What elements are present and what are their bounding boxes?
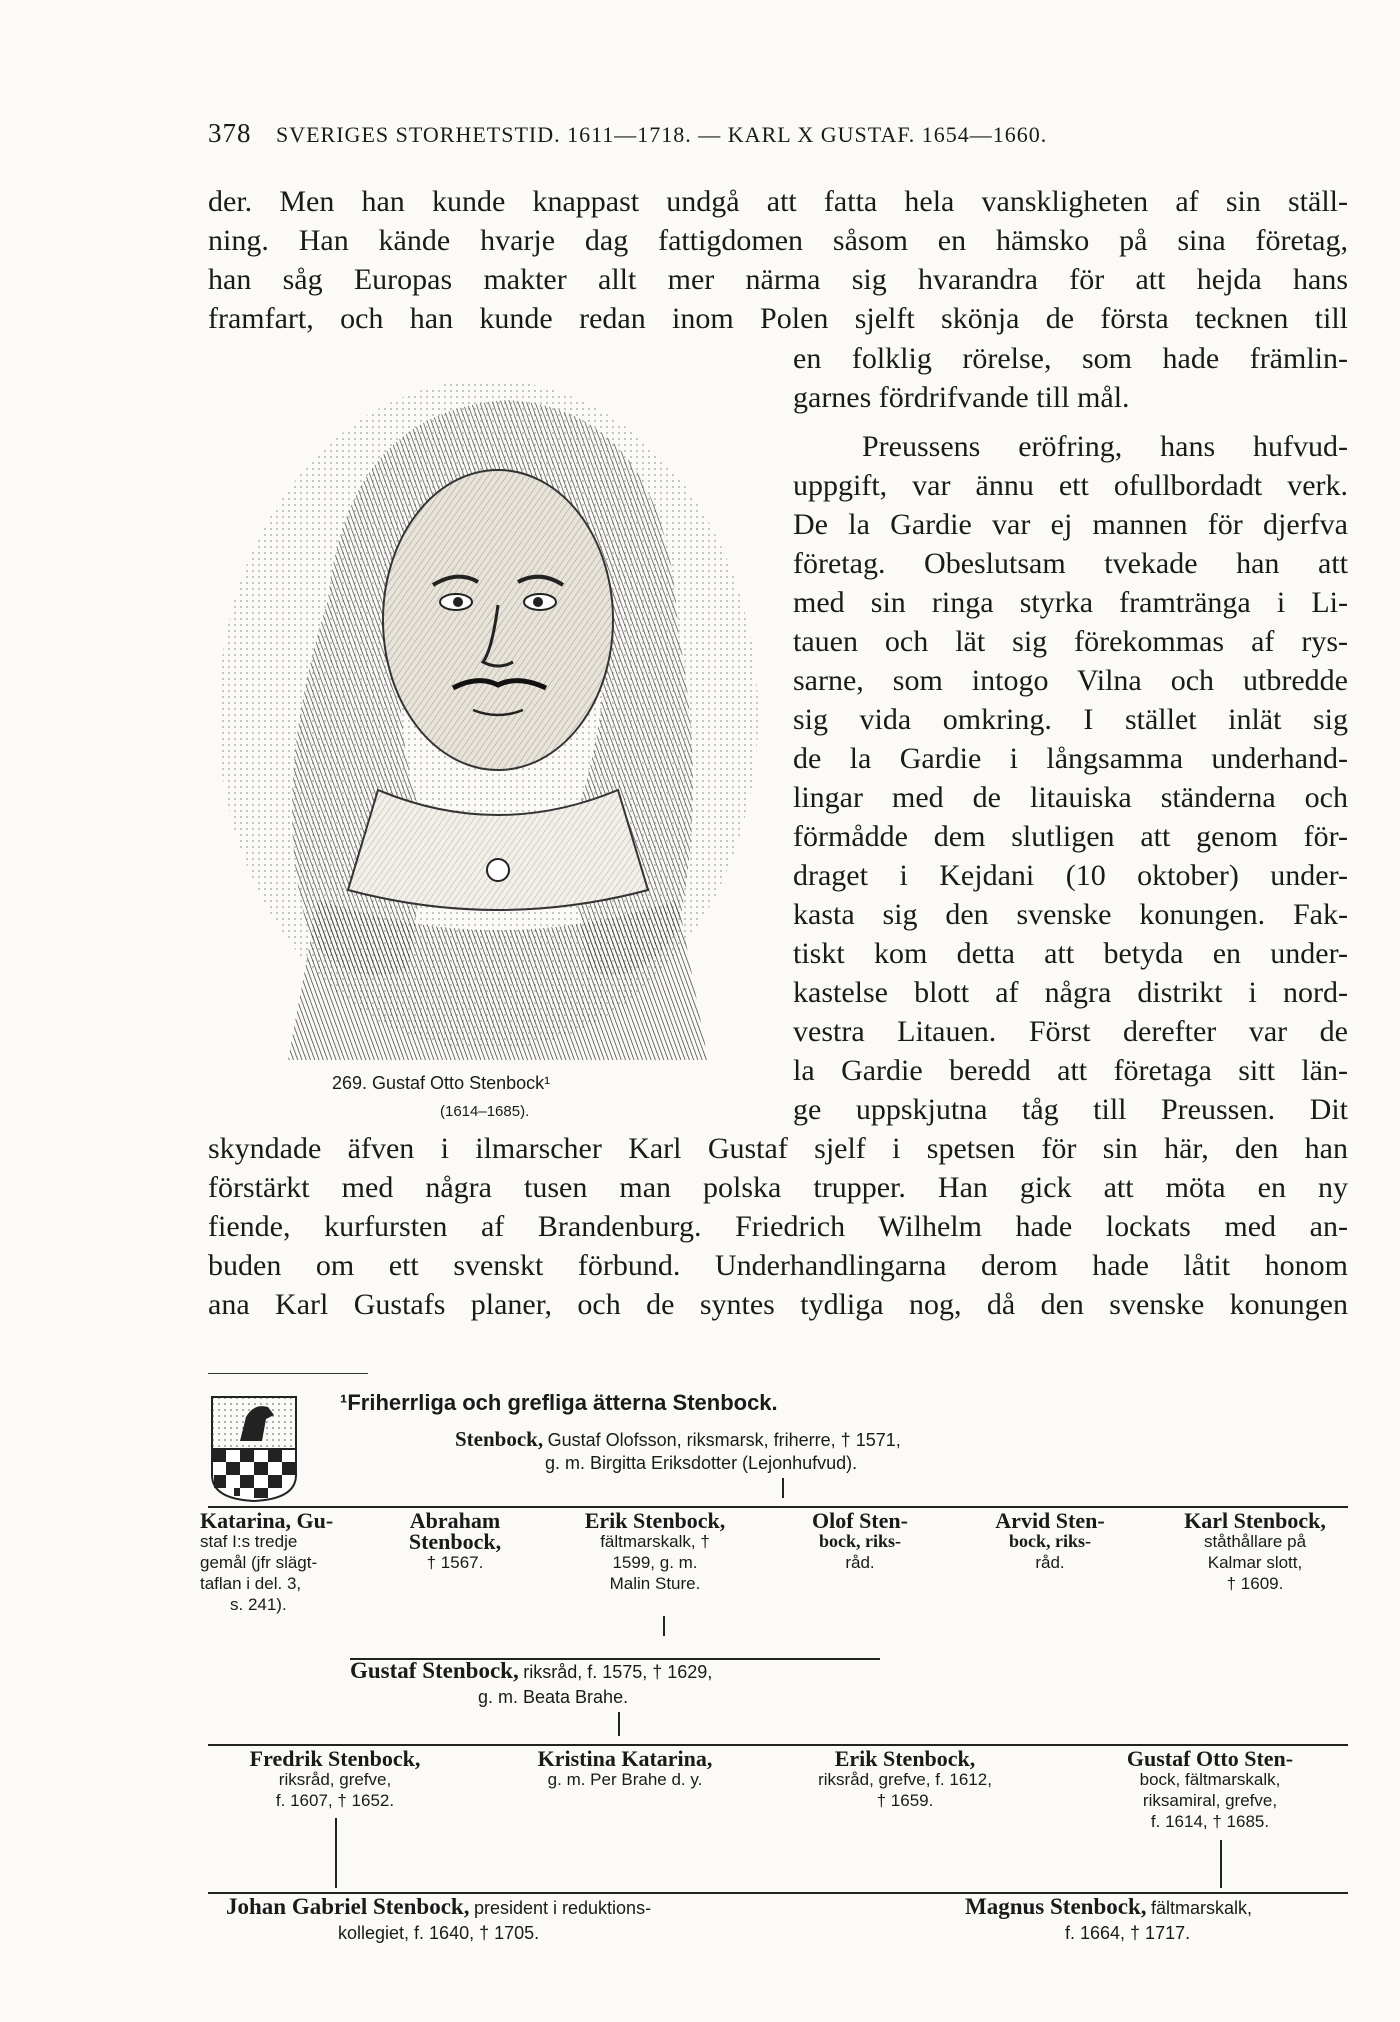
person-name: Erik Stenbock, [584, 1508, 726, 1533]
body-line: framfart, och han kunde redan inom Polen sjelft skönja de första tecknen till [208, 302, 1348, 335]
genealogy-root-name: Stenbock, [455, 1427, 544, 1451]
genealogy-person [1075, 1748, 1345, 1832]
body-line: buden om ett svenskt förbund. Underhandlingarna derom hade låtit honom [208, 1249, 1348, 1282]
person-name: Fredrik Stenbock, [249, 1746, 421, 1771]
genealogy-person [200, 1510, 350, 1615]
body-line: garnes fördrifvande till mål. [793, 381, 1130, 414]
body-line: lingar med de litauiska ständerna och [793, 781, 1348, 814]
person-detail: fältmarskalk, † [600, 1532, 710, 1551]
body-line: skyndade äfven i ilmarscher Karl Gustaf sjelf i spetsen för sin här, den han [208, 1132, 1348, 1165]
genealogy-root-spouse: g. m. Birgitta Eriksdotter (Lejonhufvud). [545, 1453, 858, 1473]
genealogy-person [555, 1510, 755, 1594]
person-detail: kollegiet, f. 1640, † 1705. [338, 1923, 540, 1943]
coat-of-arms-icon [210, 1395, 298, 1503]
person-detail: g. m. Per Brahe d. y. [547, 1770, 703, 1789]
genealogy-person [975, 1510, 1125, 1573]
person-detail: riksråd, grefve, f. 1612, [818, 1770, 992, 1789]
body-line: ge uppskjutna tåg till Preussen. Dit [793, 1093, 1348, 1126]
person-name: Magnus Stenbock, [965, 1894, 1147, 1919]
body-line: tiskt kom detta att betyda en under- [793, 937, 1348, 970]
person-name: Kristina Katarina, [537, 1746, 713, 1771]
body-line: tauen och lät sig förekommas af rys- [793, 625, 1348, 658]
person-name: Karl Stenbock, [1184, 1508, 1326, 1533]
genealogy-connector [1220, 1840, 1222, 1888]
person-detail: president i reduktions- [473, 1898, 652, 1918]
person-name: Stenbock, [408, 1529, 502, 1554]
body-line: kasta sig den svenske konungen. Fak- [793, 898, 1348, 931]
body-line: kastelse blott af några distrikt i nord- [793, 976, 1348, 1009]
genealogy-connector [618, 1712, 620, 1736]
genealogy-person [770, 1748, 1040, 1811]
page-number: 378 [208, 118, 252, 148]
genealogy-connector [663, 1616, 665, 1636]
genealogy-rule [208, 1506, 1348, 1508]
person-detail: 1599, g. m. [612, 1553, 698, 1572]
person-name: bock, riks- [818, 1531, 901, 1551]
person-detail: f. 1664, † 1717. [1065, 1923, 1191, 1943]
person-detail: † 1609. [1226, 1574, 1284, 1593]
person-detail: taflan i del. 3, [200, 1574, 302, 1593]
body-line: sig vida omkring. I stället inlät sig [793, 703, 1348, 736]
body-line: uppgift, var ännu ett ofullbordadt verk. [793, 469, 1348, 502]
genealogy-root-line [455, 1428, 901, 1451]
genealogy-connector [782, 1478, 784, 1498]
person-detail: ståthållare på [1203, 1532, 1307, 1551]
body-line: vestra Litauen. Först derefter var de [793, 1015, 1348, 1048]
person-name: Olof Sten- [812, 1508, 908, 1533]
body-line: ning. Han kände hvarje dag fattigdomen såsom en hämsko på sina företag, [208, 224, 1348, 257]
genealogy-person [1160, 1510, 1350, 1594]
genealogy-gen4-person [965, 1896, 1252, 1919]
genealogy-gen2-line [350, 1660, 712, 1683]
person-detail: råd. [1035, 1553, 1065, 1572]
person-name: Katarina, Gu- [200, 1508, 334, 1533]
person-detail: Malin Sture. [609, 1574, 701, 1593]
body-line: ana Karl Gustafs planer, och de syntes tydliga nog, då den svenske konungen [208, 1288, 1348, 1321]
person-detail: s. 241). [230, 1595, 287, 1614]
person-detail: staf I:s tredje [200, 1532, 298, 1551]
genealogy-gen4-person [226, 1896, 651, 1919]
person-name: Arvid Sten- [995, 1508, 1105, 1533]
person-name: Gustaf Otto Sten- [1126, 1746, 1294, 1771]
person-detail: Kalmar slott, [1207, 1553, 1303, 1572]
body-line: förstärkt med några tusen man polska trupper. Han gick att möta en ny [208, 1171, 1348, 1204]
person-detail: råd. [845, 1553, 875, 1572]
person-name: Erik Stenbock, [834, 1746, 976, 1771]
body-line: företag. Obeslutsam tvekade han att [793, 547, 1348, 580]
genealogy-person [490, 1748, 760, 1790]
body-line: en folklig rörelse, som hade främlin- [793, 342, 1348, 375]
body-line: sarne, som intogo Vilna och utbredde [793, 664, 1348, 697]
genealogy-person [790, 1510, 930, 1573]
running-title: SVERIGES STORHETSTID. 1611—1718. — KARL X GUSTAF. 1654—1660. [276, 122, 1048, 147]
genealogy-connector [335, 1818, 337, 1888]
person-name: Abraham [409, 1508, 501, 1533]
person-detail: † 1659. [876, 1791, 934, 1810]
person-detail: g. m. Beata Brahe. [478, 1687, 629, 1707]
person-detail: fältmarskalk, [1150, 1898, 1253, 1918]
body-line: Preussens eröfring, hans hufvud- [862, 430, 1348, 463]
body-line: la Gardie beredd att företaga sitt län- [793, 1054, 1348, 1087]
person-detail: gemål (jfr slägt- [200, 1553, 318, 1572]
body-line: han såg Europas makter allt mer närma sig hvarandra för att hejda hans [208, 263, 1348, 296]
person-detail: riksamiral, grefve, [1142, 1791, 1278, 1810]
person-detail: f. 1607, † 1652. [275, 1791, 395, 1810]
portrait-engraving [208, 370, 768, 1060]
body-line: fiende, kurfursten af Brandenburg. Friedrich Wilhelm hade lockats med an- [208, 1210, 1348, 1243]
person-detail: bock, fältmarskalk, [1139, 1770, 1281, 1789]
body-line: med sin ringa styrka framtränga i Li- [793, 586, 1348, 619]
body-line: förmådde dem slutligen att genom för- [793, 820, 1348, 853]
body-line: der. Men han kunde knappast undgå att fatta hela vanskligheten af sin ställ- [208, 185, 1348, 218]
genealogy-person [380, 1510, 530, 1573]
person-detail: f. 1614, † 1685. [1150, 1812, 1270, 1831]
person-name: Johan Gabriel Stenbock, [226, 1894, 470, 1919]
figure-caption-dates: (1614–1685). [440, 1103, 530, 1120]
person-detail: riksråd, f. 1575, † 1629, [523, 1662, 713, 1682]
figure-caption-title: 269. Gustaf Otto Stenbock¹ [332, 1073, 551, 1093]
person-name: bock, riks- [1008, 1531, 1091, 1551]
person-detail: † 1567. [426, 1553, 484, 1572]
body-line: De la Gardie var ej mannen för djerfva [793, 508, 1348, 541]
body-line: draget i Kejdani (10 oktober) under- [793, 859, 1348, 892]
genealogy-root-details: Gustaf Olofsson, riksmarsk, friherre, † 1571, [547, 1430, 901, 1450]
body-line: de la Gardie i långsamma underhand- [793, 742, 1348, 775]
genealogy-title: ¹Friherrliga och grefliga ätterna Stenbock. [340, 1390, 778, 1415]
running-header [208, 118, 1278, 149]
person-detail: riksråd, grefve, [278, 1770, 392, 1789]
person-name: Gustaf Stenbock, [350, 1658, 519, 1683]
genealogy-person [200, 1748, 470, 1811]
footnote-rule [208, 1373, 368, 1374]
